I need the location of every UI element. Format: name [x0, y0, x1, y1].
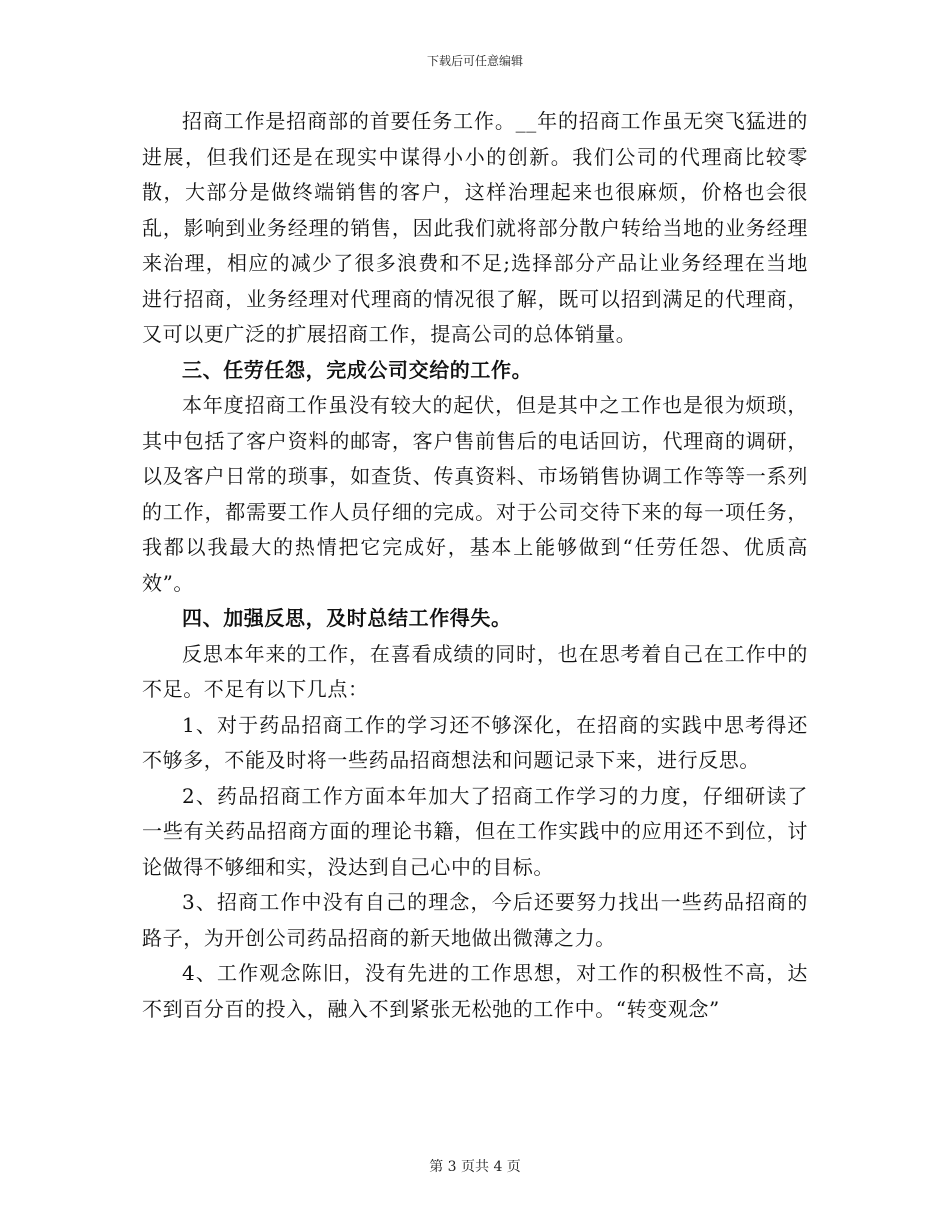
- page-footer: 第 3 页共 4 页: [429, 1159, 521, 1175]
- document-body: [142, 104, 808, 1027]
- paragraph-section-3: 本年度招商工作虽没有较大的起伏，但是其中之工作也是很为烦琐，其中包括了客户资料的邮寄，客户售前售后的电话回访，代理商的调研，以及客户日常的琐事，如查货、传真资料、市场销售协调工作等等一系列的工作，都需要工作人员仔细的完成。对于公司交待下来的每一项任务，我都以我最大的热情把它完成好，基本上能够做到“任劳任怨、优质高效”。: [142, 393, 808, 595]
- paragraph-section-4: 反思本年来的工作，在喜看成绩的同时，也在思考着自己在工作中的不足。不足有以下几点：: [142, 641, 808, 701]
- list-item-2: 2、药品招商工作方面本年加大了招商工作学习的力度，仔细研读了一些有关药品招商方面的理论书籍，但在工作实践中的应用还不到位，讨论做得不够细和实，没达到自己心中的目标。: [142, 783, 808, 879]
- list-item-4: 4、工作观念陈旧，没有先进的工作思想，对工作的积极性不高，达不到百分百的投入，融入不到紧张无松弛的工作中。“转变观念”: [142, 961, 808, 1021]
- paragraph-intro: 招商工作是招商部的首要任务工作。__年的招商工作虽无突飞猛进的进展，但我们还是在现实中谋得小小的创新。我们公司的代理商比较零散，大部分是做终端销售的客户，这样治理起来也很麻烦，价格也会很乱，影响到业务经理的销售，因此我们就将部分散户转给当地的业务经理来治理，相应的减少了很多浪费和不足;选择部分产品让业务经理在当地进行招商，业务经理对代理商的情况很了解，既可以招到满足的代理商，又可以更广泛的扩展招商工作，提高公司的总体销量。: [142, 109, 808, 346]
- section-heading-4: 四、加强反思，及时总结工作得失。: [182, 606, 512, 630]
- section-heading-3: 三、任劳任怨，完成公司交给的工作。: [182, 357, 533, 382]
- list-item-1: 1、对于药品招商工作的学习还不够深化，在招商的实践中思考得还不够多，不能及时将一些药品招商想法和问题记录下来，进行反思。: [142, 712, 808, 772]
- page-header: 下载后可任意编辑: [426, 54, 523, 68]
- list-item-3: 3、招商工作中没有自己的理念，今后还要努力找出一些药品招商的路子，为开创公司药品招商的新天地做出微薄之力。: [142, 890, 808, 950]
